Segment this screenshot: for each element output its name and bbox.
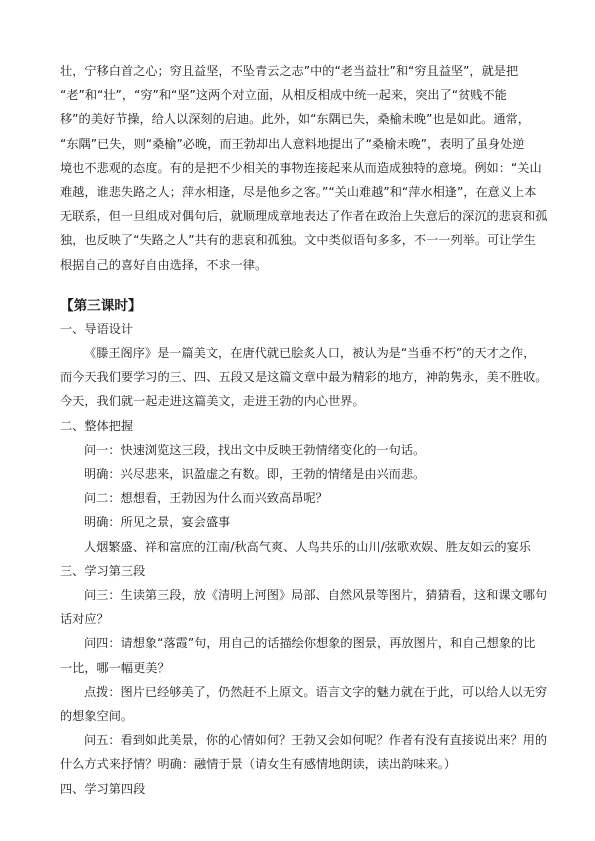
text-line: 独，也反映了“失路之人”共有的悲哀和孤独。文中类似语句多多，不一一列举。可让学生: [60, 233, 536, 248]
section-body-paragraph-three: [60, 583, 548, 777]
text-line: 壮，宁移白首之心；穷且益坚，不坠青云之志”中的“老当益壮”和“穷且益坚”，就是把: [60, 64, 519, 78]
text-line: 境也不悲观的态度。有的是把不少相关的事物连接起来从而造成独特的意境。例如：“关山: [60, 160, 542, 175]
text-line: 一比，哪一幅更美？: [60, 660, 170, 675]
section-body-overview: [60, 438, 537, 559]
text-line: 点拨：图片已经够美了，仍然赶不上原文。语言文字的魅力就在于此，可以给人以无穷: [84, 684, 548, 699]
text-line: 问二：想想看，王勃因为什么而兴致高昂呢？: [84, 491, 328, 506]
text-line: 今天，我们就一起走进这篇美文，走进王勃的内心世界。: [60, 394, 365, 409]
text-line: 无联系，但一旦组成对偶句后，就顺理成章地表达了作者在政治上失意后的深沉的悲哀和孤: [60, 209, 548, 224]
section-heading-intro: 一、导语设计: [60, 321, 134, 336]
section-heading-overview: 二、整体把握: [60, 418, 134, 433]
lesson-title: 【第三课时】: [60, 297, 142, 314]
text-line: “东隅”已失，则“桑榆”必晚，而王勃却出人意料地提出了“桑榆未晚”，表明了虽身处逆: [60, 136, 525, 151]
text-line: 根据自己的喜好自由选择，不求一律。: [60, 257, 268, 272]
text-line: 移”的美好节操，给人以深刻的启迪。此外，如“东隅已失，桑榆未晚”也是如此。通常，: [60, 112, 530, 127]
text-line: 问一：快速浏览这三段，找出文中反映王勃情绪变化的一句话。: [84, 442, 426, 457]
text-line: 《滕王阁序》是一篇美文，在唐代就已脍炙人口，被认为是“当垂不朽”的天才之作，: [84, 346, 536, 361]
text-line: 人烟繁盛、祥和富庶的江南/秋高气爽、人鸟共乐的山川/弦歌欢娱、胜友如云的宴乐: [84, 539, 531, 554]
section-heading-paragraph-four: 四、学习第四段: [60, 781, 146, 796]
section-body-intro: [60, 341, 548, 414]
text-line: 问四：请想象“落霞”句，用自己的话描绘你想象的图景，再放图片，和自己想象的比: [84, 636, 536, 651]
continued-paragraph: [60, 59, 548, 277]
text-line: 话对应？: [60, 612, 109, 627]
text-line: 明确：所见之景，宴会盛事: [84, 515, 231, 530]
text-line: 什么方式来抒情？明确：融情于景（请女生有感情地朗读，读出韵味来。）: [60, 757, 457, 772]
text-line: 难越，谁悲失路之人；萍水相逢，尽是他乡之客。”“关山难越”和“萍水相逢”，在意义上本: [60, 185, 537, 200]
text-line: “老”和“壮”，“穷”和“坚”这两个对立面，从相反相成中统一起来，突出了“贫贱不能: [60, 88, 507, 103]
text-line: 的想象空间。: [60, 709, 134, 724]
text-line: 问三：生读第三段，放《清明上河图》局部、自然风景等图片，猜猜看，这和课文哪句: [84, 588, 548, 603]
section-heading-paragraph-three: 三、学习第三段: [60, 563, 146, 578]
text-line: 而今天我们要学习的三、四、五段又是这篇文章中最为精彩的地方，神韵隽永，美不胜收。: [60, 370, 548, 385]
text-line: 明确：兴尽悲来，识盈虚之有数。即，王勃的情绪是由兴而悲。: [84, 467, 426, 482]
text-line: 问五：看到如此美景，你的心情如何？王勃又会如何呢？作者有没有直接说出来？用的: [84, 733, 548, 748]
